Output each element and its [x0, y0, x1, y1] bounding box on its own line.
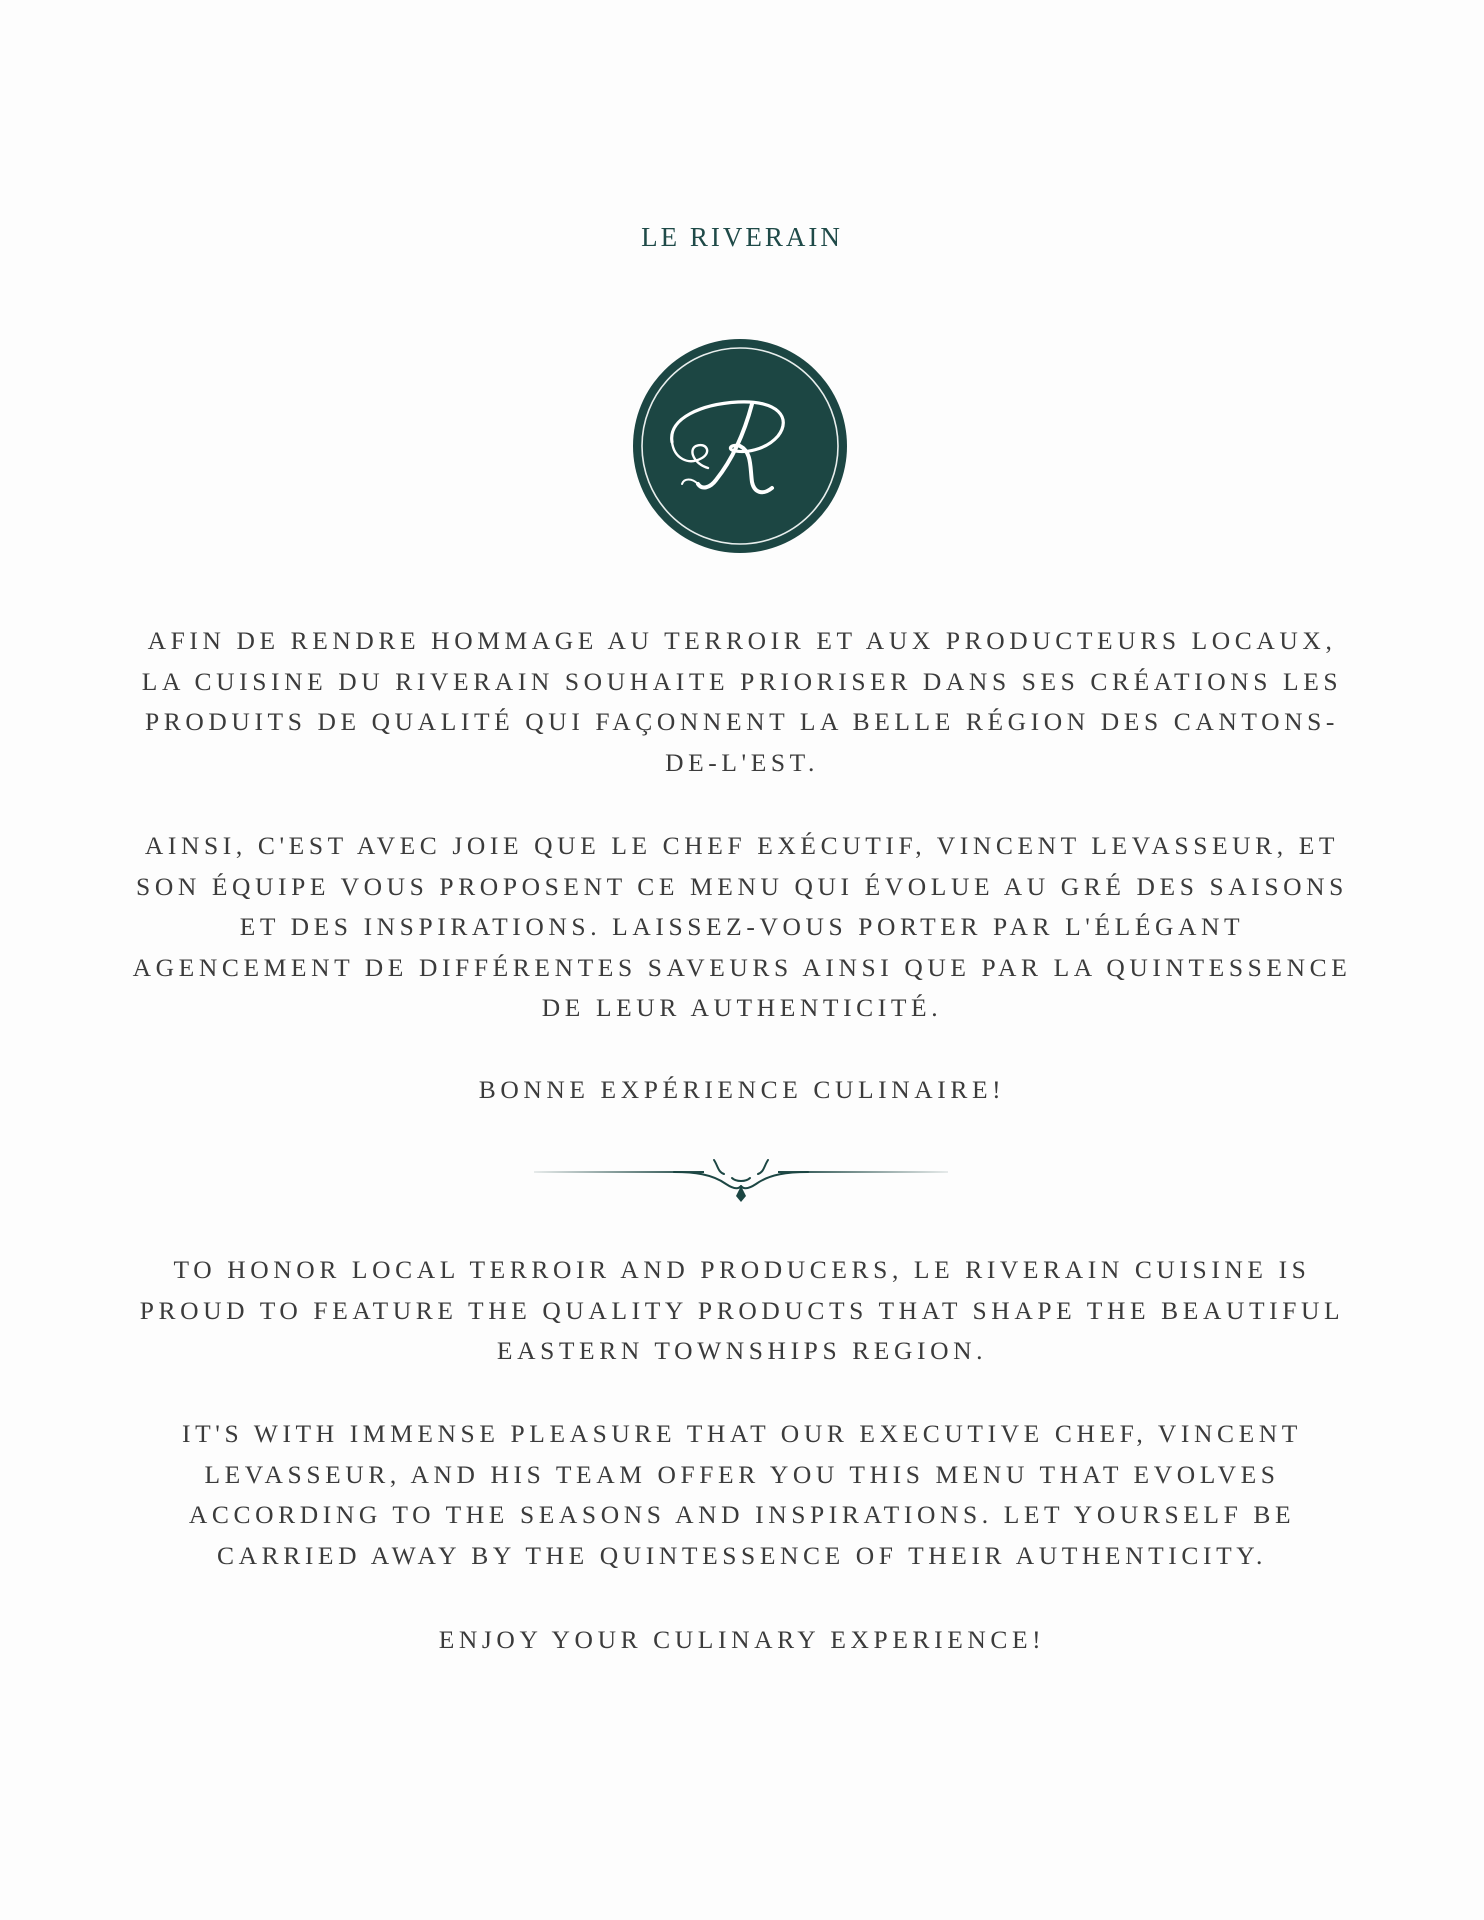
french-closing: BONNE EXPÉRIENCE CULINAIRE!: [478, 1075, 1006, 1104]
monogram-seal-icon: [632, 338, 848, 554]
french-paragraph-2: AINSI, C'EST AVEC JOIE QUE LE CHEF EXÉCUTIF, VINCENT LEVASSEUR, ET SON ÉQUIPE VOUS PROPOSENT CE MENU QUI ÉVOLUE AU GRÉ DES SAISONS ET DES INSPIRATIONS. LAISSEZ-VOUS PORTER PAR L'ÉLÉGANT AGENCEMENT DE DIFFÉRENTES SAVEURS AINSI QUE PAR LA QUINTESSENCE DE LEUR AUTHENTICITÉ.: [132, 831, 1352, 1022]
english-paragraph-2: IT'S WITH IMMENSE PLEASURE THAT OUR EXECUTIVE CHEF, VINCENT LEVASSEUR, AND HIS TEAM OFFER YOU THIS MENU THAT EVOLVES ACCORDING TO THE SEASONS AND INSPIRATIONS. LET YOURSELF BE CARRIED AWAY BY THE QUINTESSENCE OF THEIR AUTHENTICITY.: [182, 1419, 1302, 1570]
english-closing: ENJOY YOUR CULINARY EXPERIENCE!: [438, 1625, 1046, 1654]
brand-title: LE RIVERAIN: [641, 222, 843, 252]
french-paragraph-1: AFIN DE RENDRE HOMMAGE AU TERROIR ET AUX PRODUCTEURS LOCAUX, LA CUISINE DU RIVERAIN SOUHAITE PRIORISER DANS SES CRÉATIONS LES PRODUITS DE QUALITÉ QUI FAÇONNENT LA BELLE RÉGION DES CANTONS-DE-L'EST.: [141, 626, 1343, 777]
ornamental-divider-icon: [534, 1156, 948, 1206]
english-paragraph-1: TO HONOR LOCAL TERROIR AND PRODUCERS, LE RIVERAIN CUISINE IS PROUD TO FEATURE THE QUALITY PRODUCTS THAT SHAPE THE BEAUTIFUL EASTERN TOWNSHIPS REGION.: [139, 1255, 1345, 1365]
